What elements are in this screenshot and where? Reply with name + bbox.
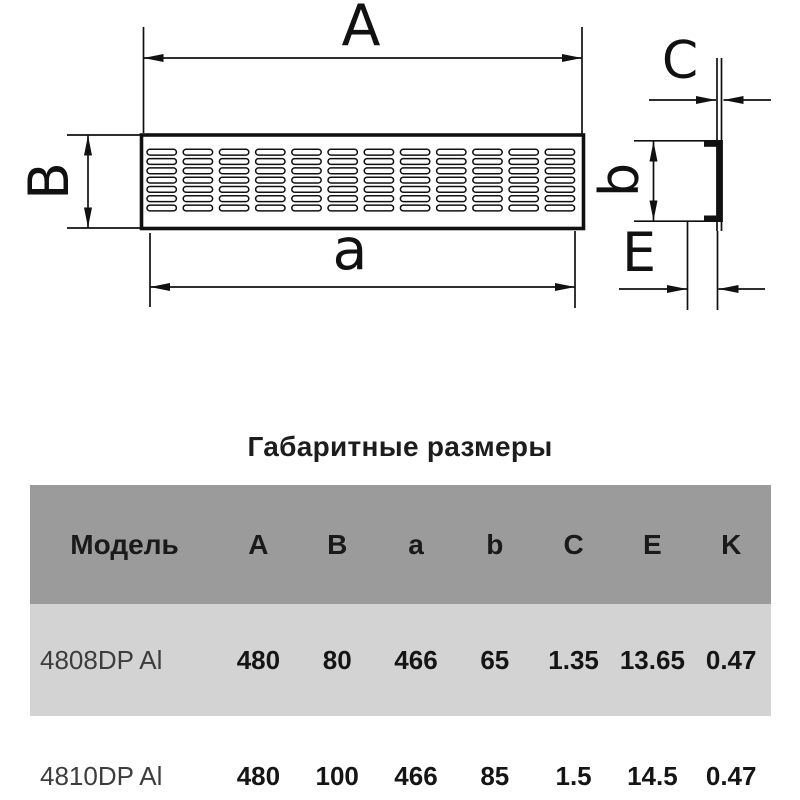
grille-slot xyxy=(437,168,466,174)
grille-slot xyxy=(292,196,321,202)
value-E: 14.5 xyxy=(627,760,678,791)
grille-slot xyxy=(219,196,248,202)
dim-label-E: E xyxy=(621,221,657,284)
grille-slot xyxy=(400,205,429,211)
col-header-K: K xyxy=(721,528,742,560)
value-b: 65 xyxy=(480,644,510,675)
grille-slot xyxy=(147,187,176,193)
grille-slot xyxy=(256,205,285,211)
grille-slot xyxy=(364,149,393,155)
grille-slot xyxy=(364,168,393,174)
grille-slot xyxy=(473,187,502,193)
model-name: 4810DP Al xyxy=(40,760,163,791)
grille-slot xyxy=(328,168,357,174)
grille-slot xyxy=(509,149,538,155)
model-name: 4808DP Al xyxy=(40,644,163,675)
grille-slot xyxy=(147,159,176,165)
grille-slot xyxy=(147,205,176,211)
table-header-row xyxy=(30,485,771,604)
value-b: 85 xyxy=(480,760,510,791)
side-view-drawing xyxy=(588,31,771,310)
dimensions-table xyxy=(30,485,771,800)
value-C: 1.5 xyxy=(555,760,592,791)
grille-slot xyxy=(147,196,176,202)
grille-slot xyxy=(545,205,574,211)
grille-slot xyxy=(147,149,176,155)
value-K: 0.47 xyxy=(705,644,757,675)
col-header-model: Модель xyxy=(70,528,179,560)
grille-slot xyxy=(509,168,538,174)
grille-slot xyxy=(473,205,502,211)
grille-slot xyxy=(509,196,538,202)
grille-slot xyxy=(364,196,393,202)
col-header-A: A xyxy=(248,528,269,560)
grille-slot xyxy=(509,205,538,211)
front-view-drawing xyxy=(17,0,584,308)
grille-slot xyxy=(545,187,574,193)
grille-slot xyxy=(473,149,502,155)
grille-slot xyxy=(473,177,502,183)
grille-slot xyxy=(473,196,502,202)
grille-slot xyxy=(509,187,538,193)
grille-slot xyxy=(328,205,357,211)
grille-slot xyxy=(328,149,357,155)
dim-label-b: b xyxy=(588,162,651,198)
grille-slot xyxy=(256,168,285,174)
grille-slot xyxy=(364,177,393,183)
grille-slot xyxy=(545,196,574,202)
dim-label-B: B xyxy=(17,162,81,200)
grille-slot xyxy=(437,196,466,202)
grille-slot xyxy=(183,205,212,211)
value-A: 480 xyxy=(236,644,281,675)
grille-slot xyxy=(328,187,357,193)
col-header-C: C xyxy=(563,528,584,560)
grille-slot xyxy=(437,177,466,183)
grille-slot xyxy=(292,205,321,211)
grille-slot xyxy=(256,177,285,183)
col-header-E: E xyxy=(643,528,662,560)
grille-slot xyxy=(545,168,574,174)
grille-slot xyxy=(364,187,393,193)
grille-slot xyxy=(147,177,176,183)
grille-slot xyxy=(183,196,212,202)
grille-slot xyxy=(545,159,574,165)
grille-slot xyxy=(400,187,429,193)
grille-slot xyxy=(437,187,466,193)
grille-slot xyxy=(183,177,212,183)
grille-slot xyxy=(364,205,393,211)
value-A: 480 xyxy=(236,760,281,791)
side-top-flange xyxy=(704,141,720,147)
grille-slot xyxy=(256,149,285,155)
dim-label-A: A xyxy=(341,0,381,59)
value-a: 466 xyxy=(394,760,438,791)
value-C: 1.35 xyxy=(548,644,599,675)
grille-slot xyxy=(437,149,466,155)
value-B: 80 xyxy=(322,644,352,675)
grille-slot xyxy=(437,205,466,211)
grille-slot xyxy=(256,159,285,165)
col-header-B: B xyxy=(327,528,348,560)
grille-slot xyxy=(509,177,538,183)
table-title: Габаритные размеры xyxy=(247,431,553,462)
value-B: 100 xyxy=(315,760,359,791)
grille-slot xyxy=(437,159,466,165)
grille-slot xyxy=(183,168,212,174)
value-a: 466 xyxy=(394,644,438,675)
value-K: 0.47 xyxy=(705,760,757,791)
grille-slot xyxy=(183,187,212,193)
side-channel-web xyxy=(716,140,723,222)
grille-slot xyxy=(400,149,429,155)
grille-slot xyxy=(292,187,321,193)
grille-slot xyxy=(509,159,538,165)
grille-slot xyxy=(219,177,248,183)
dim-label-a: a xyxy=(332,217,368,283)
grille-slot xyxy=(256,187,285,193)
table-row xyxy=(30,716,771,800)
dim-label-C: C xyxy=(661,31,699,91)
grille-slot xyxy=(400,168,429,174)
grille-slot xyxy=(473,168,502,174)
grille-slot xyxy=(400,196,429,202)
grille-slot xyxy=(256,196,285,202)
grille-slot xyxy=(292,177,321,183)
grille-slot xyxy=(183,159,212,165)
grille-slot xyxy=(400,177,429,183)
grille-slot xyxy=(147,168,176,174)
grille-slot xyxy=(292,159,321,165)
value-E: 13.65 xyxy=(619,644,685,675)
grille-slot xyxy=(545,149,574,155)
grille-slot xyxy=(400,159,429,165)
grille-slot xyxy=(473,159,502,165)
grille-slot xyxy=(292,149,321,155)
table-row xyxy=(30,604,771,716)
grille-slot xyxy=(219,205,248,211)
col-header-a: a xyxy=(408,528,424,560)
grille-slot xyxy=(328,177,357,183)
grille-slot xyxy=(545,177,574,183)
grille-slot xyxy=(219,168,248,174)
grille-slot xyxy=(328,159,357,165)
grille-slot xyxy=(292,168,321,174)
grille-slot xyxy=(219,187,248,193)
grille-slot xyxy=(183,149,212,155)
grille-slot xyxy=(328,196,357,202)
grille-slot xyxy=(219,159,248,165)
grille-slot xyxy=(219,149,248,155)
grille-slot xyxy=(364,159,393,165)
col-header-b: b xyxy=(486,528,504,560)
